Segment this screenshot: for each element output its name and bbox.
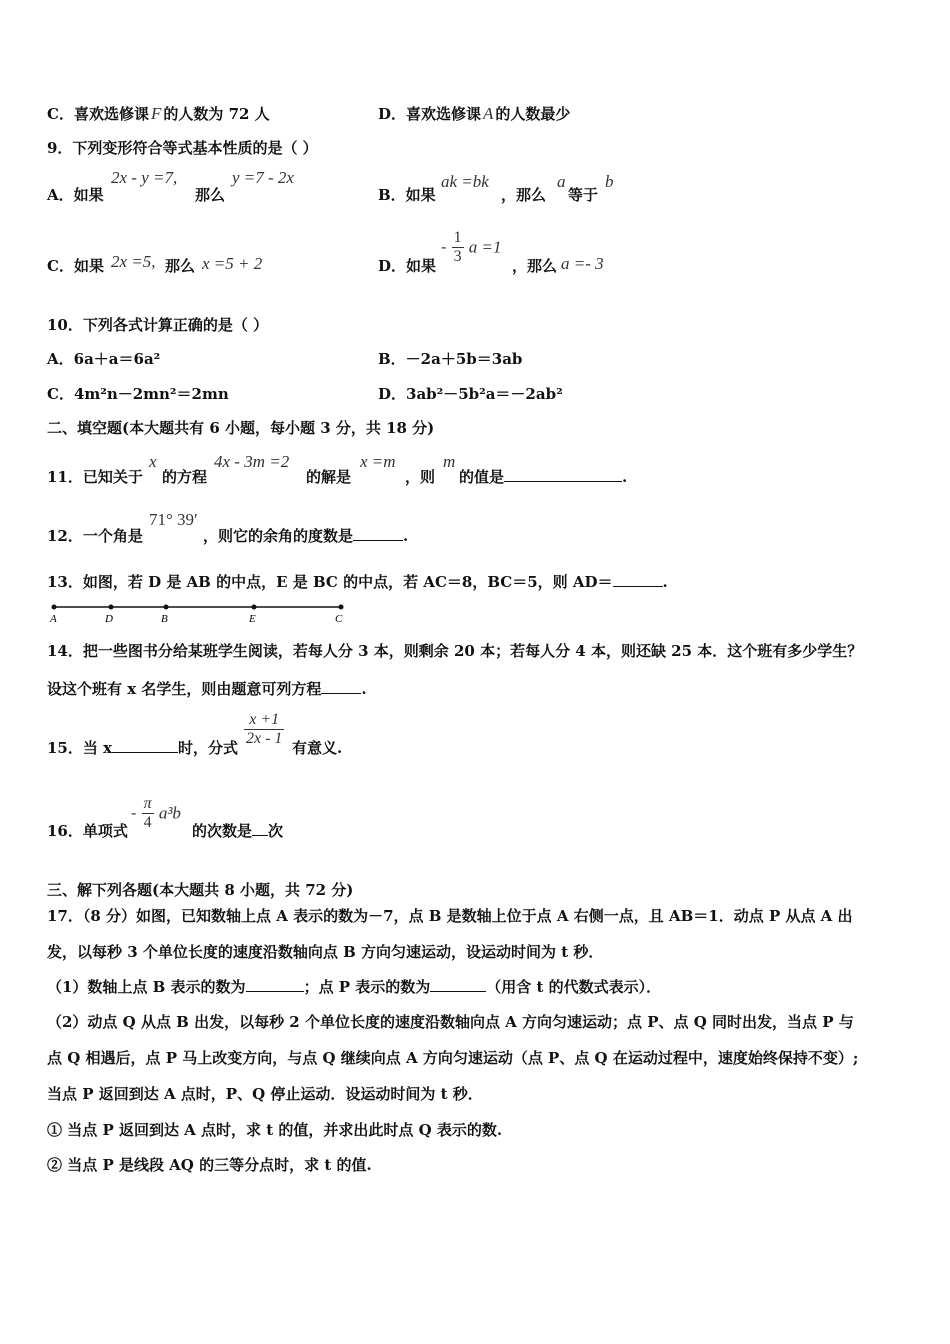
q9-option-d-pre: D．如果 [378, 257, 437, 275]
point-e-label: E [249, 613, 256, 625]
q15-fraction [244, 711, 284, 748]
section-3-title: 三、解下列各题(本大题共 8 小题，共 72 分) [47, 881, 354, 899]
q12-pre: 12．一个角是 [47, 527, 143, 545]
q16-pre: 16．单项式 [47, 822, 128, 840]
q17-p1-blank-2[interactable] [430, 977, 486, 992]
q9-c-eq1: 2x =5, [111, 252, 156, 271]
q9-b-var2: b [605, 172, 614, 191]
q16-post [192, 820, 283, 841]
q10-stem: 10．下列各式计算正确的是（ ） [47, 316, 269, 334]
q10-option-c: C．4m²n－2mn²＝2mn [47, 385, 229, 403]
section-2-title: 二、填空题(本大题共有 6 小题，每小题 3 分，共 18 分) [47, 419, 435, 437]
q13-end: . [662, 573, 668, 591]
point-d-dot [109, 605, 114, 610]
q8-option-c [47, 103, 270, 124]
q11-pre: 11．已知关于 [47, 468, 143, 486]
point-a-dot [52, 605, 57, 610]
q17-part2-line2: 点 Q 相遇后，点 P 马上改变方向，与点 Q 继续向点 A 方向匀速运动（点 P、点 Q 在运动过程中，速度始终保持不变）; [47, 1049, 859, 1067]
q12-post [203, 525, 408, 546]
q15-pre-text: 15．当 x [47, 739, 113, 757]
q8-d-post: 的人数最少 [495, 105, 571, 123]
q9-c-eq2: x =5 + 2 [202, 254, 263, 273]
q9-d-mid: ，那么 [512, 257, 558, 275]
q16-fraction [142, 795, 154, 832]
q17-p1-blank-1[interactable] [246, 977, 304, 992]
q17-part2-line3: 当点 P 返回到达 A 点时，P、Q 停止运动．设运动时间为 t 秒． [47, 1085, 483, 1103]
q8-d-var: A [483, 104, 494, 123]
q11-mid1: 的方程 [162, 468, 208, 486]
q17-part2-line1: （2）动点 Q 从点 B 出发，以每秒 2 个单位长度的速度沿数轴向点 A 方向匀速运动；点 P、点 Q 同时出发，当点 P 与 [47, 1013, 854, 1031]
q9-a-eq2: y =7 - 2x [232, 168, 294, 187]
q16-expr [131, 795, 181, 832]
q15-mid: 时，分式 [178, 739, 239, 757]
point-c-label: C [335, 613, 343, 625]
q15-answer-blank[interactable] [112, 738, 178, 753]
q9-b-mid: ，那么 [501, 186, 547, 204]
q11-end: . [622, 468, 628, 486]
q16-monomial: a³b [158, 803, 181, 823]
q17-line1: 17．（8 分）如图，已知数轴上点 A 表示的数为－7，点 B 是数轴上位于点 A 右侧一点，且 AB＝1．动点 P 从点 A 出 [47, 907, 853, 925]
q11-x: x [149, 452, 157, 471]
q8-option-d [378, 103, 570, 124]
q10-option-a: A．6a＋a＝6a² [47, 350, 161, 368]
q9-b-mid2: 等于 [568, 186, 599, 204]
q15-pre [47, 737, 238, 758]
q13-segment-diagram [45, 598, 355, 626]
q12-end: . [403, 527, 409, 545]
q16-post-text: 的次数是 [192, 822, 253, 840]
q15-post: 有意义. [292, 739, 343, 757]
q17-p1-mid: ；点 P 表示的数为 [303, 978, 431, 996]
q9-d-fraction [452, 229, 464, 266]
q17-sub2: ② 当点 P 是线段 AQ 的三等分点时，求 t 的值. [47, 1156, 372, 1174]
q11-m: m [443, 452, 456, 471]
q11-answer-blank[interactable] [504, 467, 622, 482]
q11-eq: 4x - 3m =2 [214, 452, 290, 471]
q16-den: 4 [143, 814, 152, 831]
q11-post-text: 的值是 [459, 468, 505, 486]
q16-end: 次 [268, 822, 284, 840]
q14-line2 [47, 678, 367, 699]
q17-sub1: ① 当点 P 返回到达 A 点时，求 t 的值，并求出此时点 Q 表示的数. [47, 1121, 503, 1139]
q9-d-rest: a =1 [468, 237, 502, 257]
point-b-dot [164, 605, 169, 610]
q16-neg: - [131, 804, 137, 822]
q16-num: π [143, 795, 152, 812]
q14-answer-blank[interactable] [321, 679, 361, 694]
q15-fraction-wrap [244, 711, 284, 748]
q12-answer-blank[interactable] [353, 526, 403, 541]
q17-p1-post: （用含 t 的代数式表示）． [486, 978, 662, 996]
q15-den: 2x - 1 [246, 730, 283, 747]
q9-stem: 9．下列变形符合等式基本性质的是（ ） [47, 139, 318, 157]
q9-d-expr [441, 229, 502, 266]
q9-c-mid: 那么 [165, 257, 196, 275]
q8-c-pre: C．喜欢选修课 [47, 105, 149, 123]
q14-line1: 14．把一些图书分给某班学生阅读，若每人分 3 本，则剩余 20 本；若每人分 4 本，则还缺 25 本．这个班有多少学生？ [47, 642, 863, 660]
point-d-label: D [105, 613, 113, 625]
q13-text-body: 13．如图，若 D 是 AB 的中点，E 是 BC 的中点，若 AC＝8，BC＝5，则 AD＝ [47, 573, 613, 591]
q9-a-pre: A．如果 [47, 186, 104, 204]
q9-d-eq2: a =- 3 [561, 254, 604, 273]
q9-option-a [47, 184, 104, 205]
q10-option-b: B．－2a＋5b＝3ab [378, 350, 523, 368]
point-a-label: A [50, 613, 57, 625]
q10-option-d: D．3ab²－5b²a＝－2ab² [378, 385, 563, 403]
q8-c-post: 的人数为 72 人 [163, 105, 270, 123]
q9-b-var1: a [557, 172, 566, 191]
q9-option-c-pre: C．如果 [47, 257, 104, 275]
q17-p1-pre: （1）数轴上点 B 表示的数为 [47, 978, 246, 996]
q8-d-pre: D．喜欢选修课 [378, 105, 482, 123]
q13-text [47, 571, 668, 592]
q12-angle: 71° 39′ [149, 510, 198, 529]
q9-a-mid: 那么 [195, 186, 226, 204]
point-b-label: B [161, 613, 168, 625]
q16-answer-blank[interactable] [252, 821, 268, 836]
point-c-dot [339, 605, 344, 610]
q9-d-den: 3 [453, 248, 462, 265]
q9-b-eq1: ak =bk [441, 172, 489, 191]
q8-c-var: F [150, 104, 162, 123]
q9-d-neg: - [441, 238, 447, 256]
q9-a-eq1: 2x - y =7, [111, 168, 178, 187]
q17-line2: 发，以每秒 3 个单位长度的速度沿数轴向点 B 方向匀速运动，设运动时间为 t 秒． [47, 943, 604, 961]
q17-part1 [47, 976, 661, 997]
q11-mid3: ，则 [405, 468, 436, 486]
q15-num: x +1 [244, 711, 284, 730]
q11-mid2: 的解是 [306, 468, 352, 486]
q14-end: . [361, 680, 367, 698]
q9-option-b-pre: B．如果 [378, 186, 436, 204]
q13-answer-blank[interactable] [613, 572, 663, 587]
q9-d-num: 1 [453, 229, 462, 246]
q14-line2-text: 设这个班有 x 名学生，则由题意可列方程 [47, 680, 322, 698]
point-e-dot [252, 605, 257, 610]
q12-post-text: ，则它的余角的度数是 [203, 527, 354, 545]
q11-post [459, 466, 627, 487]
q11-sol: x =m [360, 452, 396, 471]
